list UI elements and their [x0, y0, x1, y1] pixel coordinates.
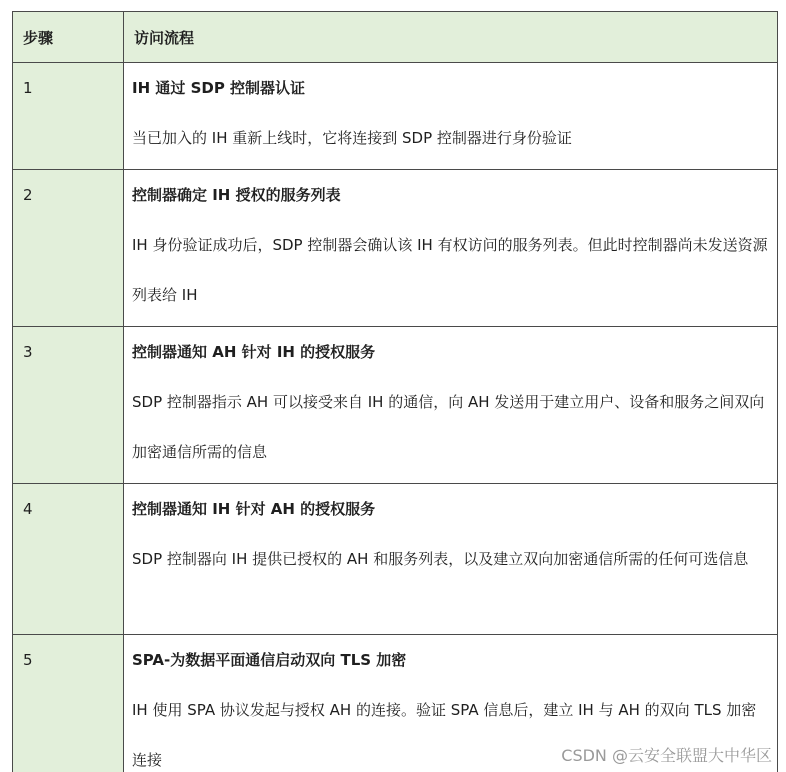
flow-cell	[124, 63, 778, 170]
flow-description: IH 身份验证成功后，SDP 控制器会确认该 IH 有权访问的服务列表。但此时控制器尚未发送资源列表给 IH	[132, 236, 768, 304]
flow-cell	[124, 170, 778, 327]
table-row	[13, 63, 778, 170]
flow-title: 控制器通知 AH 针对 IH 的授权服务	[132, 343, 376, 361]
flow-title: 控制器确定 IH 授权的服务列表	[132, 186, 341, 204]
csdn-watermark: CSDN @云安全联盟大中华区	[561, 746, 772, 765]
step-number: 3	[13, 327, 124, 484]
step-number: 4	[13, 484, 124, 635]
flow-description: SDP 控制器向 IH 提供已授权的 AH 和服务列表，以及建立双向加密通信所需的任何可选信息	[132, 550, 749, 568]
access-flow-table	[12, 11, 778, 772]
table-row	[13, 484, 778, 635]
access-flow-table-container	[12, 11, 777, 772]
step-number: 2	[13, 170, 124, 327]
flow-description: SDP 控制器指示 AH 可以接受来自 IH 的通信，向 AH 发送用于建立用户、设备和服务之间双向加密通信所需的信息	[132, 393, 765, 461]
header-flow: 访问流程	[124, 12, 778, 63]
flow-description: 当已加入的 IH 重新上线时，它将连接到 SDP 控制器进行身份验证	[132, 129, 572, 147]
table-header-row	[13, 12, 778, 63]
header-step: 步骤	[13, 12, 124, 63]
flow-title: SPA-为数据平面通信启动双向 TLS 加密	[132, 651, 407, 669]
flow-cell	[124, 327, 778, 484]
step-number: 5	[13, 635, 124, 772]
flow-title: IH 通过 SDP 控制器认证	[132, 79, 306, 97]
flow-description: IH 使用 SPA 协议发起与授权 AH 的连接。验证 SPA 信息后，建立 IH 与 AH 的双向 TLS 加密连接	[132, 701, 757, 769]
flow-title: 控制器通知 IH 针对 AH 的授权服务	[132, 500, 376, 518]
table-row	[13, 327, 778, 484]
table-row	[13, 170, 778, 327]
step-number: 1	[13, 63, 124, 170]
flow-cell	[124, 484, 778, 635]
